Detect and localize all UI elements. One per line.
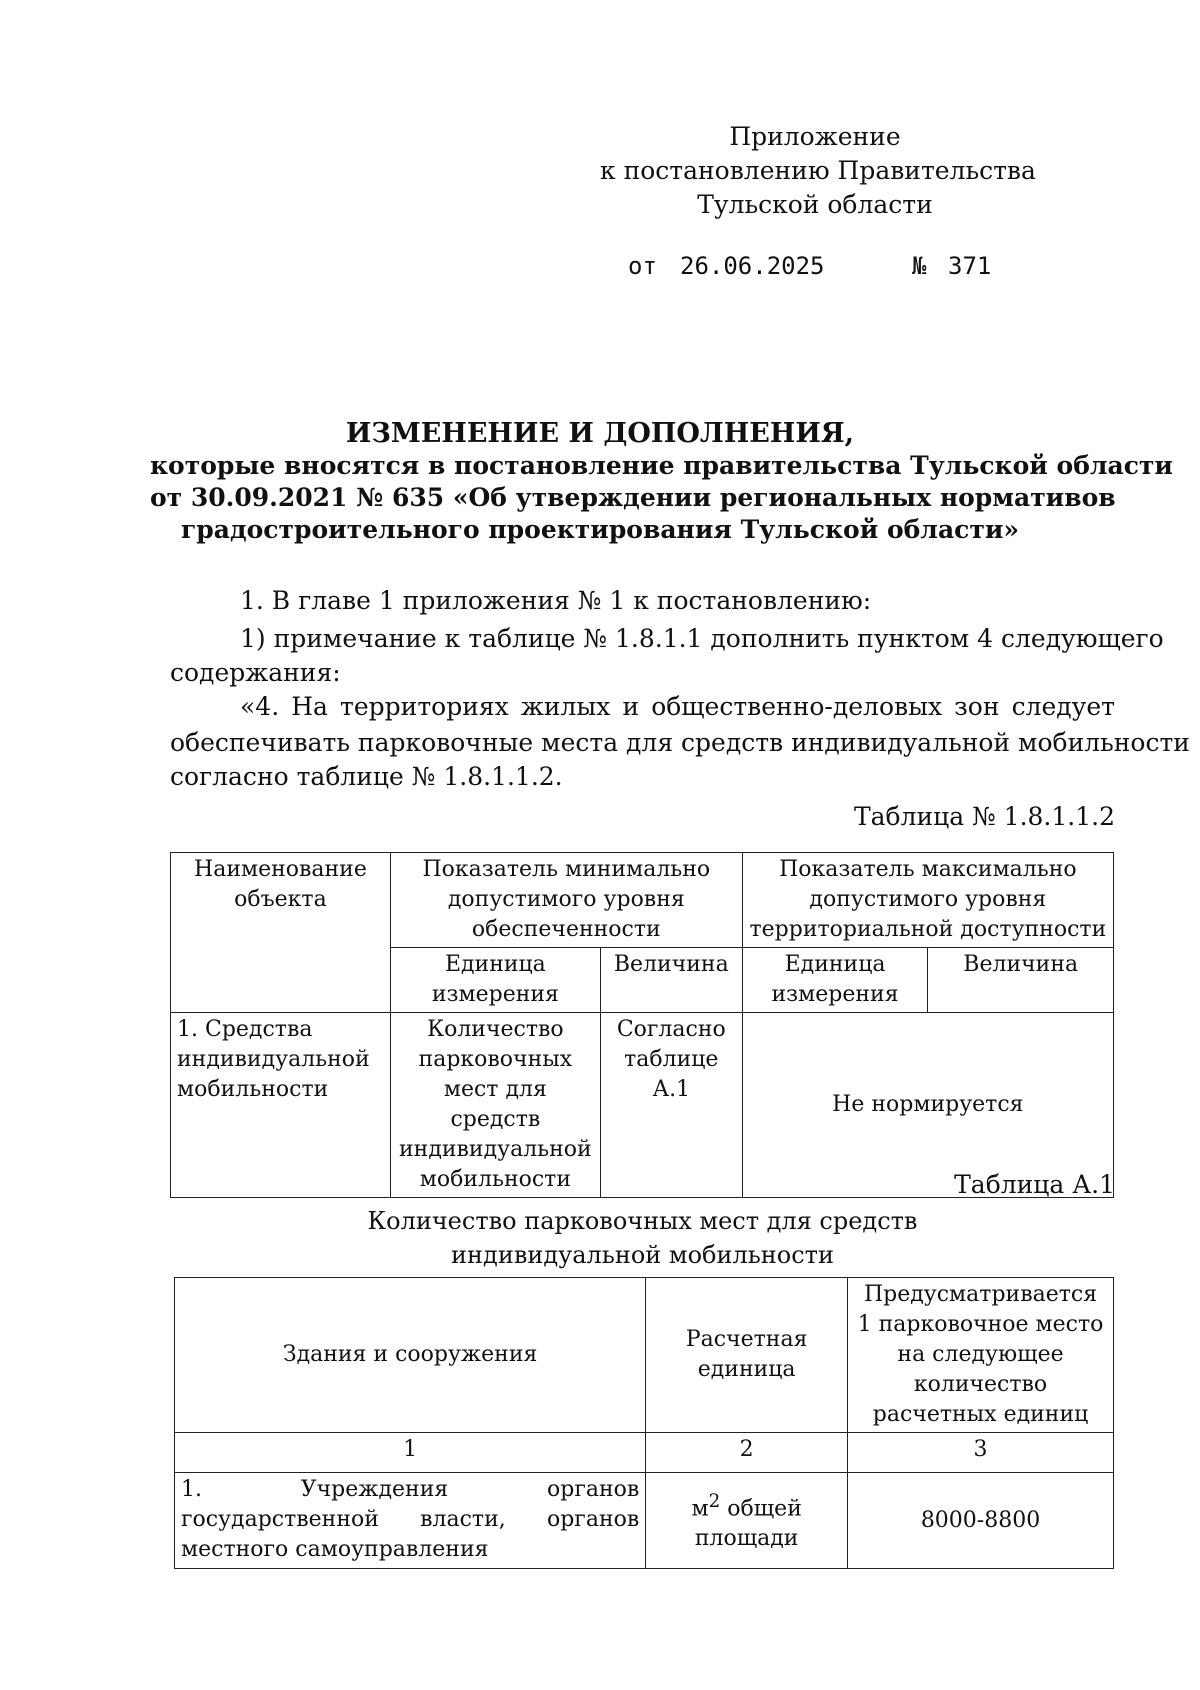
table2-row1-name: 1. Учреждения органов государственной власти, органов местного самоуправления — [175, 1473, 646, 1569]
paragraph-1: 1. В главе 1 приложения № 1 к постановлению: — [240, 586, 872, 615]
decree-number: 371 — [948, 252, 992, 280]
decree-date: 26.06.2025 — [680, 252, 825, 280]
table-1-8-1-1-2 — [170, 852, 1114, 1198]
decree-ot-label: от — [628, 252, 657, 280]
title-line-2: которые вносятся в постановление правительства Тульской области — [150, 451, 1173, 480]
table2-col-number-2: 2 — [646, 1433, 848, 1473]
decree-number-label: № — [912, 252, 927, 280]
paragraph-3-line-3: согласно таблице № 1.8.1.1.2. — [170, 762, 563, 791]
table1-row-unit: Количество парковочных мест для средств индивидуальной мобильности — [390, 1013, 600, 1198]
table1-header-min-unit: Единица измерения — [390, 948, 600, 1013]
table2-row1-unit — [646, 1473, 848, 1569]
document-title — [150, 418, 1173, 546]
table2-row1-unit-m: м — [691, 1496, 709, 1522]
table2-header-buildings: Здания и сооружения — [175, 1278, 646, 1433]
table2-row1-value: 8000-8800 — [848, 1473, 1114, 1569]
table1-label: Таблица № 1.8.1.1.2 — [853, 802, 1115, 831]
table2-numbers-row — [175, 1433, 1114, 1473]
table1-header-max-unit: Единица измерения — [742, 948, 928, 1013]
approval-line-2: к постановлению Правительства — [600, 156, 1036, 185]
table2-caption-line-1: Количество парковочных мест для средств — [367, 1207, 918, 1235]
table2-caption — [170, 1204, 1115, 1272]
title-line-1: ИЗМЕНЕНИЕ И ДОПОЛНЕНИЯ, — [345, 418, 855, 449]
table2-label: Таблица А.1 — [954, 1170, 1115, 1199]
table2-row1-unit-rest: общей площади — [694, 1496, 802, 1552]
table1-header-min: Показатель минимально допустимого уровня обеспеченности — [390, 853, 742, 948]
table1-row-max: Не нормируется — [742, 1013, 1113, 1198]
approval-block — [600, 120, 1036, 222]
paragraph-3-line-1: «4. На территориях жилых и общественно-деловых зон следует — [240, 692, 1115, 721]
table1-row-value: Согласно таблице А.1 — [600, 1013, 742, 1198]
paragraph-3-line-2: обеспечивать парковочные места для средств индивидуальной мобильности — [170, 728, 1190, 757]
approval-line-3: Тульской области — [697, 190, 933, 219]
table-a1 — [174, 1277, 1114, 1569]
table2-caption-line-2: индивидуальной мобильности — [451, 1241, 834, 1269]
approval-line-1: Приложение — [729, 122, 901, 151]
table1-header-min-value: Величина — [600, 948, 742, 1013]
table2-col-number-1: 1 — [175, 1433, 646, 1473]
table1-header-row-1 — [171, 853, 1114, 948]
paragraph-2-line-2: содержания: — [170, 658, 341, 687]
table-row — [175, 1473, 1114, 1569]
title-line-3: от 30.09.2021 № 635 «Об утверждении региональных нормативов — [150, 483, 1116, 512]
table1-header-max: Показатель максимально допустимого уровня территориальной доступности — [742, 853, 1113, 948]
table1-row-name: 1. Средства индивидуальной мобильности — [171, 1013, 391, 1198]
table2-header-unit: Расчетная единица — [646, 1278, 848, 1433]
table1-header-max-value: Величина — [928, 948, 1114, 1013]
table2-header-provision: Предусматривается 1 парковочное место на следующее количество расчетных единиц — [848, 1278, 1114, 1433]
table2-col-number-3: 3 — [848, 1433, 1114, 1473]
table2-header-row — [175, 1278, 1114, 1433]
title-line-4: градостроительного проектирования Тульской области» — [180, 515, 1020, 544]
table2-row1-unit-sup: 2 — [708, 1490, 721, 1512]
table1-header-name: Наименование объекта — [171, 853, 391, 1013]
paragraph-2-line-1: 1) примечание к таблице № 1.8.1.1 дополнить пунктом 4 следующего — [240, 624, 1164, 653]
